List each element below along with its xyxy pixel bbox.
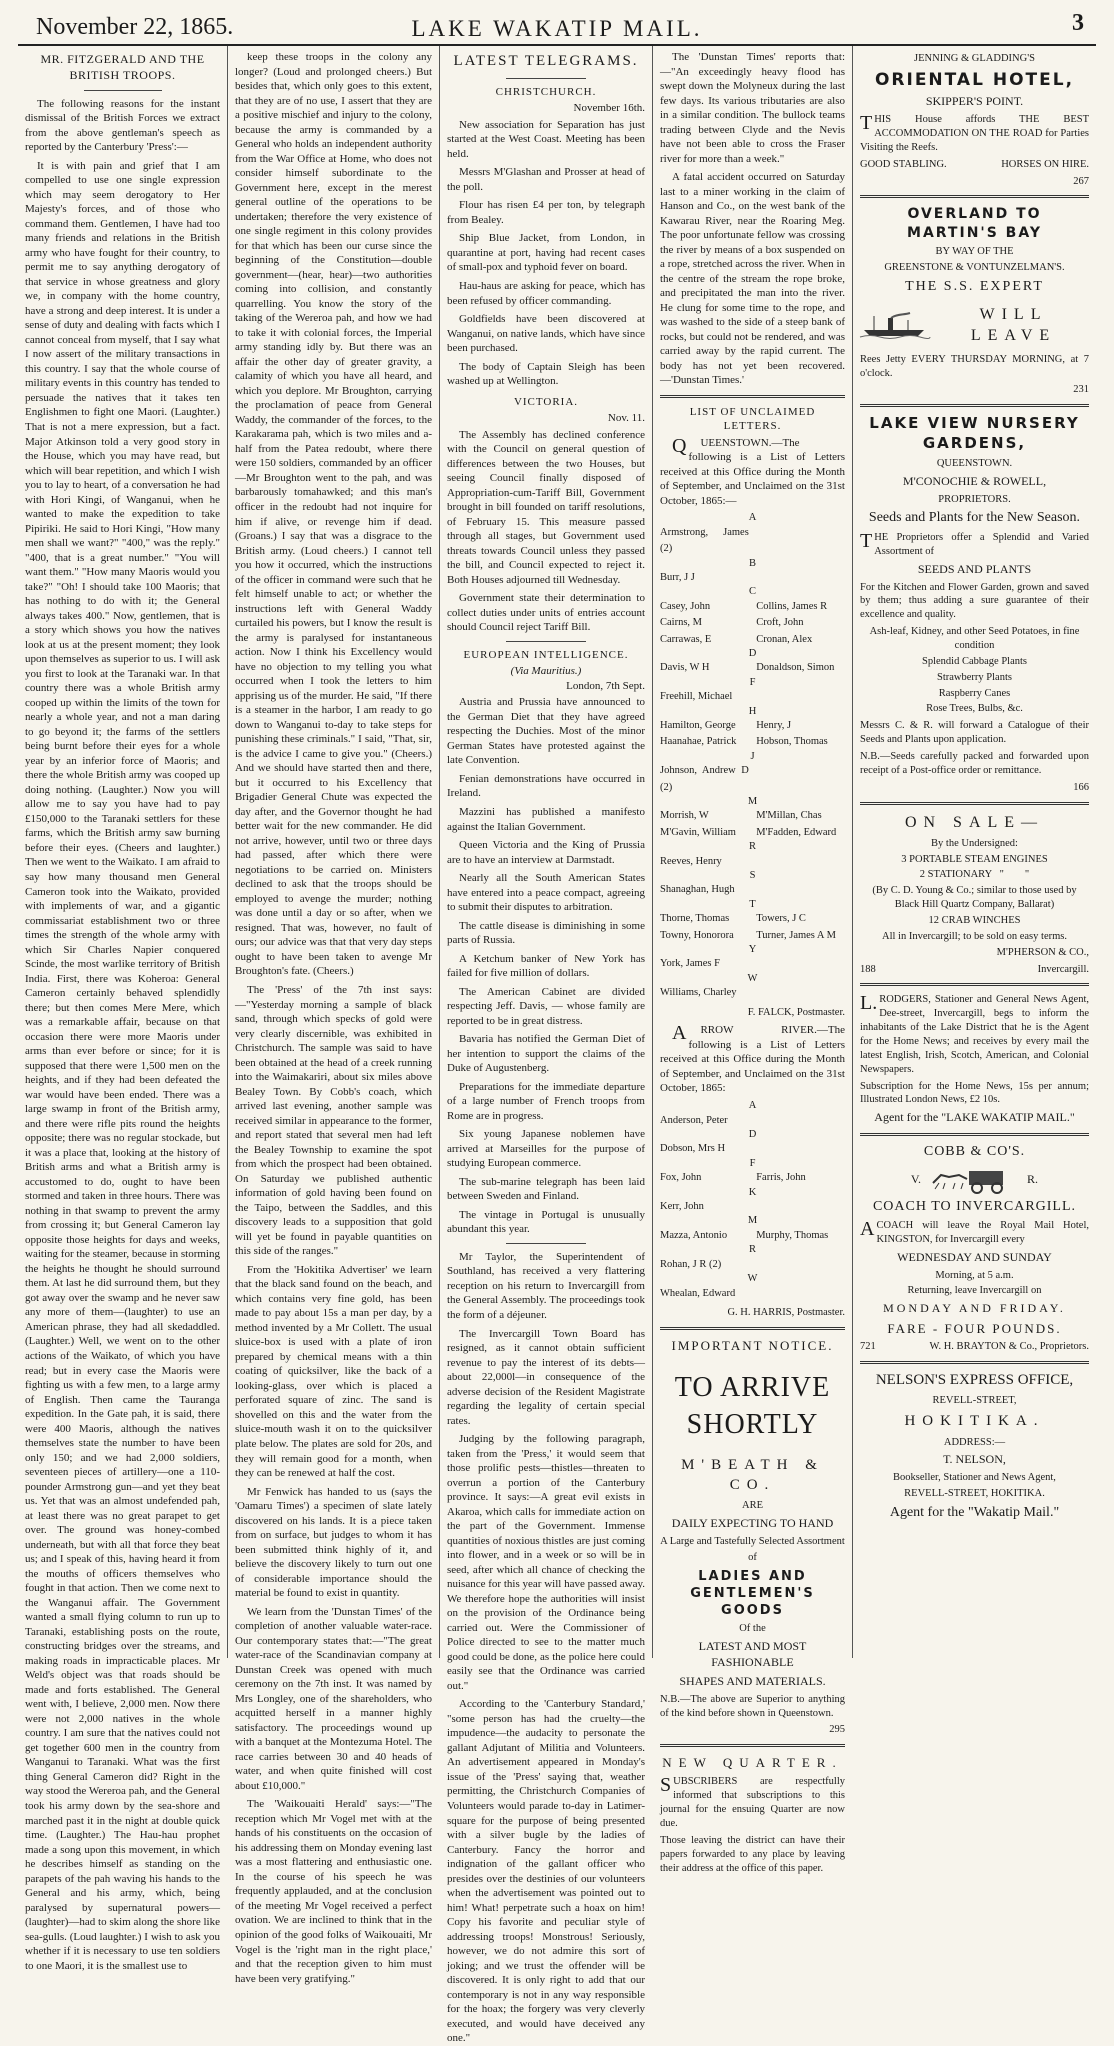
columns [18, 46, 1096, 2045]
article-paragraph: We learn from the 'Dunstan Times' of the completion of another valuable water-race. Our contemporary states that:—"The great water-race of the Scandinavian company at Dunstan Creek was opened with much ceremony on the 7th inst. It was named by Mrs Longley, one of the shareholders, who acquitted herself in a manner highly satisfactory. The proceedings wound up with a banquet at the Montezuma Hotel. The race carries between 30 and 40 heads of water, and when quite finished will cost about £10,000." [235, 1605, 432, 1792]
european-heading: EUROPEAN INTELLIGENCE. [463, 648, 629, 661]
addressee-name: Whealan, Edward [660, 1287, 736, 1299]
telegram-item: Flour has risen £4 per ton, by telegraph from Bealey. [447, 199, 645, 226]
letter-row [660, 1113, 845, 1129]
letter-index: R [748, 840, 756, 852]
telegram-item: Messrs M'Glashan and Prosser at head of the poll. [447, 166, 645, 193]
divider [660, 1327, 845, 1330]
nursery-title: LAKE VIEW NURSERY GARDENS, [869, 414, 1080, 453]
ad-line: DAILY EXPECTING TO HAND [671, 1516, 834, 1531]
ad-text: Subscription for the Home News, 15s per annum; Illustrated London News, £2 10s. [860, 1080, 1089, 1106]
article-paragraph: Mr Fenwick has handed to us (says the 'Oamaru Times') a specimen of slate lately discovered on his lands. It is a piece taken from on surface, but judges to whom it has been submitted think highly of it, and believe the discovery likely to turn out one of considerable importance should the material be found to exist in quantity. [235, 1485, 432, 1600]
letter-index: D [748, 647, 757, 659]
addressee-name: Rohan, J R (2) [660, 1258, 722, 1270]
rodgers-advert [860, 993, 1089, 1126]
letter-index: W [747, 1273, 758, 1285]
queenstown-letters-list [660, 512, 845, 1001]
coach-row [860, 1165, 1089, 1195]
divider [860, 1133, 1089, 1136]
ad-number: 166 [1073, 781, 1089, 793]
hotel-place: SKIPPER'S POINT. [925, 94, 1024, 109]
will-leave-text: WILL LEAVE [970, 305, 1057, 344]
ad-text: Messrs C. & R. will forward a Catalogue of their Seeds and Plants upon application. [860, 720, 1089, 746]
addressee-name: Donaldson, Simon [756, 662, 835, 674]
nursery-item: Raspberry Canes [938, 687, 1011, 699]
ad-line: A Large and Tastefully Selected Assortment [660, 1536, 845, 1548]
addressee-name: Fox, John [660, 1172, 702, 1184]
letter-row [660, 632, 845, 648]
column-3 [440, 46, 653, 2045]
letter-index: H [748, 705, 757, 717]
news-item: Queen Victoria and the King of Prussia are to have an interview at Darmstadt. [447, 839, 645, 866]
divider [84, 90, 162, 91]
cobb-title: COBB & CO'S. [923, 1144, 1026, 1160]
addressee-name [756, 882, 845, 898]
local-item: The Invercargill Town Board has resigned, as it cannot obtain sufficient revenue to pay the interest of its debts—about 22,000l—in consequence of the adverse decision of the Resident Magistrate regarding the legality of certain special rates. [447, 1327, 645, 1427]
coach-route: COACH TO INVERCARGILL. [872, 1198, 1077, 1214]
ship-name: THE S.S. EXPERT [905, 279, 1044, 295]
column-1 [18, 46, 228, 1972]
telegram-item: Government state their determination to collect duties under units of entries account should Council reject Tariff Bill. [447, 592, 645, 634]
telegram-item: Ship Blue Jacket, from London, in quarantine at port, having had recent cases of small-pox and typhoid fever on board. [447, 232, 645, 274]
letter-row [660, 1199, 845, 1215]
divider [860, 1361, 1089, 1364]
addressee-name: Freehill, Michael [660, 691, 733, 703]
addressee-name [756, 763, 845, 796]
addressee-name: Williams, Charley [660, 987, 737, 999]
letter-index: F [749, 676, 756, 688]
nursery-item: Rose Trees, Bulbs, &c. [926, 703, 1023, 715]
issue-date: November 22, 1865. [36, 14, 234, 40]
ad-text: THE Proprietors offer a Splendid and Varied Assortment of [860, 529, 1089, 557]
article-heading-fitzgerald: MR. FITZGERALD AND THE BRITISH TROOPS. [40, 52, 205, 82]
article-paragraph: The 'Waikouaiti Herald' says:—"The reception which Mr Vogel met with at the hands of his constituents on the occasion of his addressing them on Monday evening last was a most flattering and enthusiastic one. In the course of his speech he was frequently applauded, and at the conclusion of the meeting Mr Vogel received a perfect ovation. We are inclined to think that in the opinion of the good folks of Waikouaiti, Mr Vogel is the 'right man in the right place,' and that the reception given to him must have been very gratifying." [235, 1798, 432, 1985]
quarter-text: SUBSCRIBERS are respectfully informed that subscriptions to this journal for the ensuing Quarter are now due. [660, 1774, 845, 1829]
addressee-name [756, 1199, 845, 1215]
ad-number: 231 [1073, 384, 1089, 396]
ad-number: 188 [860, 963, 876, 975]
article-paragraph: The following reasons for the instant dismissal of the British Forces we extract from the above gentleman's speech as reported by the Canterbury 'Press':— [25, 97, 220, 154]
divider [860, 404, 1089, 407]
telegram-item: Goldfields have been discovered at Wanganui, on native lands, which have since been purchased. [447, 313, 645, 355]
addressee-name: Hamilton, George [660, 720, 736, 732]
firm-name: M'CONOCHIE & ROWELL, [902, 473, 1047, 488]
addressee-name: Armstrong, James (2) [660, 527, 749, 555]
news-item: Austria and Prussia have announced to the German Diet that they have agreed respecting the Duchies. Most of the minor German States have protested against the late Convention. [447, 696, 645, 767]
unclaimed-letters-heading: LIST OF UNCLAIMED LETTERS. [689, 405, 816, 433]
ad-line: Bookseller, Stationer and News Agent, [893, 1472, 1056, 1484]
steamship-icon [860, 312, 930, 338]
addressee-name: Morrish, W [660, 810, 709, 822]
ad-line: T. NELSON, [943, 1452, 1006, 1467]
addressee-name: M'Fadden, Edward [756, 826, 837, 838]
ad-line: SHAPES AND MATERIALS. [679, 1673, 826, 1688]
addressee-name: Henry, J [756, 720, 792, 732]
agent-line: Agent for the "LAKE WAKATIP MAIL." [874, 1110, 1075, 1125]
dateline: London, 7th Sept. [566, 679, 645, 692]
ad-line: QUEENSTOWN. [936, 457, 1013, 469]
ad-line: Returning, leave Invercargill on [907, 1285, 1042, 1297]
ad-line: PROPRIETORS. [938, 493, 1011, 505]
column-5 [853, 46, 1096, 1658]
divider [860, 802, 1089, 805]
new-quarter-notice [660, 1754, 845, 1875]
addressee-name [756, 525, 845, 558]
addressee-name [756, 1113, 845, 1129]
letter-row [660, 599, 845, 615]
news-item: The American Cabinet are divided respecting Jeff. Davis, — whose family are reported to be in great distress. [447, 985, 645, 1027]
addressee-name [756, 689, 845, 705]
ad-text: Rees Jetty EVERY THURSDAY MORNING, at 7 o'clock. [860, 353, 1089, 379]
addressee-name: Anderson, Peter [660, 1114, 728, 1126]
paper-title: LAKE WAKATIP MAIL. [411, 16, 703, 41]
addressee-name: Croft, John [756, 617, 804, 629]
letter-index: W [747, 972, 758, 984]
page-number: 3 [1072, 10, 1084, 36]
letter-row [660, 525, 845, 558]
local-item: Judging by the following paragraph, taken from the 'Press,' it would seem that those prolific pests—thistles—threaten to overrun a portion of the Canterbury province. It says:—A great evil exists in Akaroa, which calls for immediate action on the part of the Government. Immense quantities of noxious thistles are just coming into flower, and in a week or so will be in seed, after which all chance of checking the nuisance for this year will have passed away. We therefore hope the authorities will insist on the provision of the Ordinance being carried out. Were the Commissioner of Police directed to see to the matter much good could be done, as the police here could easily see that the Ordinance was carried out." [447, 1433, 645, 1692]
to-arrive-headline: TO ARRIVE SHORTLY [674, 1371, 831, 1440]
ad-line: ARE [742, 1500, 763, 1512]
ad-footer [860, 1340, 1089, 1354]
news-item: Six young Japanese noblemen have arrived at Marseilles for the purpose of studying European commerce. [447, 1128, 645, 1170]
addressee-name [756, 1141, 845, 1157]
local-item: According to the 'Canterbury Standard,' "some person has had the cruelty—the impudence—the audacity to personate the gallant Adjutant of Militia and Volunteers. An advertisement appeared in Monday's issue of the 'Press' saying that, weather permitting, the Christchurch Companies of Volunteers would parade to-day in Latimer-square for the purpose of being presented with a silver bugle by the ladies of Canterbury. Fancy the horror and indignation of the gallant officer who presides over the destinies of our volunteers when the advertisement was pointed out to him! What! perpetrate such a hoax on him! Copy his favorite and peculiar style of addressing troops! Monstrous! Seriously, however, we do not admire this sort of joking; and we trust the offender will be discovered. It is only right to add that our contemporary is not in any way responsible for the hoax; the forgery was very cleverly executed, and would have deceived any one." [447, 1698, 645, 2045]
ad-text: For the Kitchen and Flower Garden, grown and saved by them; thus adding a sure guarantee of their excellence and quality. [860, 581, 1089, 621]
letter-row [660, 956, 845, 972]
letter-index: S [749, 869, 756, 881]
ad-line: 12 CRAB WINCHES [928, 914, 1021, 926]
quarter-text: Those leaving the district can have their papers forwarded to any place by leaving their address at the office of this paper. [660, 1834, 845, 1874]
ad-line: SEEDS AND PLANTS [917, 561, 1032, 576]
ad-line: MONDAY AND FRIDAY. [883, 1301, 1066, 1316]
letter-index: J [750, 750, 755, 762]
addressee-name [756, 985, 845, 1001]
letter-index: K [748, 1186, 757, 1198]
divider [506, 641, 585, 642]
overland-title: OVERLAND TO MARTIN'S BAY [907, 206, 1042, 241]
via-line: (Via Mauritius.) [510, 665, 582, 678]
letter-index: R [748, 1244, 756, 1256]
column-4 [653, 46, 853, 1874]
goods-line: LADIES AND GENTLEMEN'S GOODS [690, 1568, 815, 1619]
letter-index: M [747, 795, 758, 807]
addressee-name: Cronan, Alex [756, 633, 813, 645]
article-paragraph: It is with pain and grief that I am compelled to use one single expression which may seem derogatory to Her Majesty's forces, and of those who command them. Gentlemen, I have had too many friends and relations in the British army who have fought for their country, to permit me to say anything derogatory of that service in whose greatness and glory we, in company with the home country, have a strong and deep interest. It is under a sense of duty and dealing with facts which I cannot conceal from myself, that I say what I now assert of the military transactions in this country. I say that the whole course of military events in this country has tended to persuade the natives that it takes ten Englishmen to fight one Maori. (Laughter.) That is not a mere expression, but a fact. Major Atkinson told a very good story in the House, which you may have read, but which will bear repetition, and which I wish you to lay to heart, of a conversation he had with Hori Kingi, of Wanganui, when he wanted to make the expedition to take Pipiriki. He said to Hori Kingi, "How many men shall we want?" "400," was the reply." "400, that is a great number." "You will want them." "How many Maoris would you take?" "Oh! I should take 100 Maoris; that has nothing to do with it; the General always takes 400." Now, gentlemen, that is a story which shows you how the natives look at us at the present moment; they look upon themselves as superior to us. I will ask you first to look at the Taranaki war. In that country there was a whole British army cooped up within the limits of the town for nearly a whole year, and not a man daring to go beyond it; the farms of the settlers being burnt before their eyes for a whole year by an inferior force of Maoris; and there the whole British army was cooped up doing nothing. (Laughter.) Now you will allow me to say you have had to pay £150,000 to the Taranaki settlers for these farms, which the British army saw burning before their eyes. (Cheers and laughter.) Then we went to the Waikato. I am afraid to say how many thousand men General Cameron took into the Waikato, provided with implements of war, and a gigantic commissariat establishment two or three times the strength of the whole army with which Sir Charles Napier conquered Scinde, the most warlike territory of British India. First, there was Koheroa: General Cameron certainly behaved splendidly there; but then comes Mere Mere, which was a remarkable affair, because on that occasion there were more Maoris under arms than ever before or since; for it is supposed that there were 1,500 men on the heights, and if they had been defeated the war would have been ended. There was a large swamp in front of the British army, and there were rifle pits round the heights opposite; there was no regular stockade, but it was a place that, looking at the history of British arms and what a British army is accustomed to do, ought to have been stormed and taken in three hours. There was nothing in that swamp to prevent the army from crossing it; but General Cameron lay opposite those heights for days and weeks, waiting for the steamer, because in storming the heights he thought he should surround them. At last he did surround them, but they got away over the swamp and he never saw any more of them—(laughter) to use an American phrase, they had all skedaddled. (Laughter.) Well, we went on to the other actions of the Waikato, of which you have read; but in every case the Maoris were fighting us with a few men, to a large army of English. Then came the Tauranga expedition. In the Gate pah, it is said, there were 400 Maoris, although the natives themselves state the number to have been only 150; and we had 2,000 soldiers, seventeen pieces of artillery—one a 110-pounder Armstrong gun—and yet they beat us. Yet that was an almost undefended pah, at least there was no great parapet to get over. The ground was honey-combed underneath, but with all that force they beat us; and I speak of this, having heard it from the mouths of officers themselves who fought in that action. Then we come next to the Wanganui affair. The Government wanted a small flying column to run up to Taranaki, establishing posts on the route, constructing bridges over the streams, and making roads in impracticable places. Mr Weld's object was that roads should be made and forts established. The General went with, I believe, 2,000 men. Now there were not 2,000 natives in the whole country. I am sure that the natives could not get together 600 men in the country from Wanganui to Taranaki. What was the first thing General Cameron did? Right in the way stood the Wereroa pah, and the General took his army down by the sea-shore and marched past it in the night at double quick time. (Laughter.) The Hau-hau prophet made a song upon this movement, in which he describes himself as standing on the parapets of the pah waving his hands to the General and his army, which, being paralysed by supernatural powers—(laughter)—had to skim along the shore like sea-gulls. (Loud laughter.) I wish to ask you whether if it is necessary to use ten soldiers to one Maori, it is the smallest use to [25, 159, 220, 1972]
addressee-name: Shanaghan, Hugh [660, 884, 735, 896]
letter-row [660, 1170, 845, 1186]
postmaster-signature: G. H. HARRIS, Postmaster. [727, 1306, 845, 1318]
divider [506, 78, 585, 79]
ad-line: 2 STATIONARY " " [919, 869, 1030, 881]
dateline: Nov. 11. [607, 412, 645, 425]
divider [860, 195, 1089, 198]
addressee-name: Turner, James A M [756, 929, 836, 941]
divider [660, 395, 845, 398]
letter-row [660, 825, 845, 841]
arrow-river-intro: ARROW RIVER.—The following is a List of Letters received at this Office during the Month of September, and Unclaimed on the 31st October, 1865: [660, 1022, 845, 1095]
ad-text: N.B.—Seeds carefully packed and forwarded upon receipt of a Post-office order or remittance. [860, 750, 1089, 776]
ad-line: of [748, 1552, 757, 1564]
mbeath-advert [660, 1337, 845, 1737]
hotel-text: THIS House affords THE BEST ACCOMMODATION ON THE ROAD for Parties Visiting the Reefs. [860, 112, 1089, 153]
telegram-item: The body of Captain Sleigh has been washed up at Wellington. [447, 360, 645, 388]
victoria-heading: VICTORIA. [513, 395, 579, 408]
seeds-headline: Seeds and Plants for the New Season. [868, 510, 1081, 526]
ad-line: Morning, at 5 a.m. [935, 1269, 1014, 1281]
addressee-name: Dobson, Mrs H [660, 1143, 726, 1155]
letter-index: A [748, 1099, 757, 1111]
letter-row [660, 882, 845, 898]
news-item: Mazzini has published a manifesto against the Italian Government. [447, 806, 645, 833]
letter-row [660, 1257, 845, 1273]
agent-line: Agent for the "Wakatip Mail." [889, 1504, 1060, 1520]
letter-row [660, 1228, 845, 1244]
ad-line: REVELL-STREET, HOKITIKA. [904, 1488, 1045, 1500]
ad-town: Invercargill. [1037, 963, 1089, 975]
letter-index: D [748, 1128, 757, 1140]
addressee-name: Cairns, M [660, 617, 702, 629]
telegrams-heading: LATEST TELEGRAMS. [453, 53, 639, 69]
addressee-name: Burr, J J [660, 572, 695, 584]
ad-note: N.B.—The above are Superior to anything of the kind before shown in Queenstown. [660, 1693, 845, 1719]
addressee-name: Davis, W H [660, 662, 710, 674]
ad-line: ADDRESS:— [943, 1436, 1006, 1448]
ad-line: All in Invercargill; to be sold on easy terms. [882, 930, 1067, 942]
hotel-name: ORIENTAL HOTEL, [874, 69, 1075, 90]
letter-row [660, 615, 845, 631]
addressee-name: Carrawas, E [660, 633, 712, 645]
addressee-name: Murphy, Thomas [756, 1229, 829, 1241]
letter-row [660, 763, 845, 796]
addressee-name: Hobson, Thomas [756, 736, 828, 748]
ad-line: Of the [739, 1623, 766, 1635]
letter-row [660, 808, 845, 824]
ad-line: WEDNESDAY AND SUNDAY [897, 1249, 1052, 1264]
addressee-name: Casey, John [660, 601, 711, 613]
letter-index: T [749, 898, 756, 910]
new-quarter-heading: NEW QUARTER. [662, 1755, 843, 1771]
ad-line: LATEST AND MOST FASHIONABLE [698, 1639, 807, 1670]
ad-line: GREENSTONE & VONTUNZELMAN'S. [884, 262, 1065, 274]
letter-row [660, 854, 845, 870]
letter-row [660, 660, 845, 676]
news-item: Preparations for the immediate departure of a large number of French troops from Rome are in progress. [447, 1080, 645, 1122]
firm-name: M'BEATH & CO. [681, 1456, 824, 1493]
article-paragraph: keep these troops in the colony any longer? (Loud and prolonged cheers.) But besides that, which only goes to this extent, that they are of no use, I assert that they are a positive mischief and injury to the colony, because the army is commanded by a General who holds an independent authority from the War Office at Home, who does not consider himself subordinate to the Government here, except in the merest general outline of the operations to be undertaken; therefore the very existence of one single regiment in this colony provides for that which has been our curse since the beginning of the Constitution—double government—(hear, hear)—two authorities coming into collision, and constantly quarrelling. You know the story of the taking of the Wereroa pah, and how we had to take it with colonial forces, the Imperial army standing idly by. But there was an affair the other day of greater gravity, a calamity of which you have all heard, and which you deplore. Mr Broughton, carrying the proclamation of peace from General Waddy, the commander of the forces, to the Karakarama pah, which is two miles and a-half from the Patea redoubt, where there were 150 soldiers, commanded by an officer—Mr Broughton went to the pah, and was barbarously tomahawked; and this man's officer in the redoubt had not inquire for him if alive, or revenge him if dead. (Groans.) I say that was a disgrace to the British army. (Loud cheers.) I cannot tell you how it occurred, which the instructions of the officer in command were such that he felt himself unable to act; or whether the instructions left with General Waddy curtailed his powers, but I know the result is the army is paralysed for instantaneous action. Now I think his Excellency would have no objection to my telling you what occurred when I took the letters to him apprising us of the murder. He said, "If there is a steamer in the harbor, I am ready to go down to Wanganui to-day to take steps for punishing these criminals." I said, "That, sir, is the advice I came to give you." (Cheers.) And we should have started then and there, but it occurred to his Excellency that Brigadier General Chute was expected the day after, and the Governor thought he had better wait for the new commander. He did not arrive, however, until two or three days had passed, after which there were negotiations to be carried on. Ministers declined to ask that the troops should be employed to avenge the murder; nothing was done until a day or so after, when we resigned. That was, however, no fault of ours; our advice was that that very day steps ought to have been taken to avenge Mr Broughton's fate. (Cheers.) [235, 51, 432, 978]
letter-row [660, 928, 845, 944]
vr-letter: R. [1027, 1171, 1039, 1186]
article-paragraph: The 'Press' of the 7th inst says:—"Yesterday morning a sample of black sand, through which specks of gold were very clearly discernible, was exhibited in Christchurch. The sample was said to have been obtained at the head of a creek running into the Waimakariri, about six miles above Bealey Town. By Cobb's coach, which arrived last evening, another sample was received similar in appearance to the former, and report stated that several men had left the Bealey Township to examine the spot from which the prospect had been obtained. On Saturday we published authentic information of gold having been found on the Taipo, between the Saddles, and this discovery leads to a supposition that gold will yet be found in payable quantities on this side of the ranges." [235, 984, 432, 1258]
letter-index: Y [748, 943, 757, 955]
on-sale-advert [860, 812, 1089, 977]
news-item: The 'Dunstan Times' reports that:—"An exceedingly heavy flood has swept down the Molyneux during the last few days. Its various tributaries are also in a similar condition. The bullock teams trading between Clyde and the Nevis have not been able to cross the Fraser river for more than a week." [660, 51, 845, 165]
hotel-services [860, 158, 1089, 172]
letter-index: C [748, 586, 756, 598]
cobb-coach-advert [860, 1143, 1089, 1354]
addressee-name: Mazza, Antonio [660, 1229, 728, 1241]
column-2 [228, 46, 440, 1985]
ship-row [860, 300, 1089, 350]
divider [506, 1243, 585, 1244]
ad-number: 721 [860, 1341, 876, 1353]
addressee-name: M'Gavin, William [660, 826, 736, 838]
horses-text: HORSES ON HIRE. [1001, 158, 1089, 170]
christchurch-heading: CHRISTCHURCH. [495, 85, 597, 98]
addressee-name: Thorne, Thomas [660, 913, 730, 925]
overland-advert [860, 205, 1089, 397]
ad-line: (By C. D. Young & Co.; similar to those used by Black Hill Quartz Company, Ballarat) [872, 885, 1077, 911]
dateline: November 16th. [573, 102, 645, 115]
masthead [18, 10, 1096, 46]
ad-number: 267 [1073, 175, 1089, 187]
letter-index: M [747, 1215, 758, 1227]
letter-index: B [748, 557, 756, 569]
nursery-item: Splendid Cabbage Plants [922, 655, 1027, 667]
letter-row [660, 718, 845, 734]
news-item: A Ketchum banker of New York has failed for five million of dollars. [447, 952, 645, 980]
oriental-hotel-advert [860, 52, 1089, 188]
letter-row [660, 985, 845, 1001]
letter-row [660, 1141, 845, 1157]
local-item: Mr Taylor, the Superintendent of Southland, has received a very flattering reception on his return to Invercargill from the General Assembly. The proceedings took the form of a déjeuner. [447, 1250, 645, 1321]
letter-index: F [749, 1157, 756, 1169]
news-item: Nearly all the South American States have entered into a peace compact, agreeing to submit their disputes to arbitration. [447, 872, 645, 914]
letter-index: A [748, 512, 757, 524]
news-item: A fatal accident occurred on Saturday last to a miner working in the claim of Hanson and Co., on the west bank of the Kawarau River, near the Roaring Meg. The poor unfortunate fellow was crossing the river by means of a box suspended on a rope, stretched across the river. When in the centre of the stream the rope broke, and precipitated the man into the river. He clung for some time to the rope, and was washed to the side of a steep bank of rocks, but could not be rendered, and was carried away by the rapid current. The body has not yet been recovered.—'Dunstan Times.' [660, 171, 845, 387]
firm-name: M'PHERSON & CO., [996, 946, 1089, 958]
letter-row [660, 570, 845, 586]
divider [860, 983, 1089, 986]
addressee-name [756, 570, 845, 586]
addressee-name: Johnson, Andrew D (2) [660, 765, 749, 793]
news-item: The sub-marine telegraph has been laid between Sweden and Finland. [447, 1175, 645, 1203]
addressee-name: Kerr, John [660, 1201, 704, 1213]
news-item: Bavaria has notified the German Diet of her intention to support the claims of the Duke of Augustenberg. [447, 1033, 645, 1075]
addressee-name: M'Millan, Chas [756, 810, 822, 822]
ad-footer [860, 963, 1089, 977]
hotel-owners: JENNING & GLADDING'S [914, 53, 1035, 64]
addressee-name: Towers, J C [756, 913, 806, 925]
addressee-name: Farris, John [756, 1172, 806, 1184]
addressee-name: Reeves, Henry [660, 855, 722, 867]
news-item: The vintage in Portugal is unusually abundant this year. [447, 1208, 645, 1236]
ad-text: ACOACH will leave the Royal Mail Hotel, KINGSTON, for Invercargill every [860, 1218, 1089, 1245]
vr-letter: V. [910, 1171, 922, 1186]
letter-row [660, 911, 845, 927]
telegram-item: New association for Separation has just started at the West Coast. Meeting has been held. [447, 118, 645, 160]
nursery-item: Ash-leaf, Kidney, and other Seed Potatoes, in fine condition [869, 626, 1080, 651]
letter-row [660, 734, 845, 750]
postmaster-signature: F. FALCK, Postmaster. [747, 1006, 845, 1018]
nelson-express-advert [860, 1371, 1089, 1522]
nursery-advert [860, 414, 1089, 794]
proprietors: W. H. BRAYTON & Co., Proprietors. [929, 1341, 1089, 1353]
arrow-river-letters-list [660, 1100, 845, 1302]
addressee-name: Towny, Honorora [660, 929, 734, 941]
ad-line: 3 PORTABLE STEAM ENGINES [901, 853, 1048, 865]
addressee-name [756, 854, 845, 870]
ad-line: REVELL-STREET, [932, 1394, 1017, 1406]
addressee-name: Collins, James R [756, 601, 828, 613]
nelson-title: NELSON'S EXPRESS OFFICE, [875, 1372, 1074, 1389]
letter-row [660, 1286, 845, 1302]
news-item: Fenian demonstrations have occurred in Ireland. [447, 772, 645, 800]
fare-line: FARE - FOUR POUNDS. [887, 1321, 1062, 1337]
addressee-name: Haanahae, Patrick [660, 736, 737, 748]
telegram-item: Hau-haus are asking for peace, which has been refused by officer commanding. [447, 279, 645, 307]
stabling-text: GOOD STABLING. [860, 158, 947, 170]
telegram-item: The Assembly has declined conference with the Council on general question of differences between the two Houses, but seeing Council finally disposed of Appropriation-cum-Tariff Bill, Government brought in bill founded on tariff resolutions, of February 15. This measure passed through all stages, but Government used threats towards Council unless they passed the bill, and Council expected to reject it. Both Houses adjourned till Wednesday. [447, 428, 645, 586]
queenstown-intro: QUEENSTOWN.—The following is a List of Letters received at this Office during the Month of September, and Unclaimed on the 31st October, 1865:— [660, 434, 845, 507]
notice-heading: IMPORTANT NOTICE. [671, 1337, 834, 1353]
divider [660, 1744, 845, 1747]
on-sale-title: ON SALE— [904, 813, 1045, 831]
ad-text: L.RODGERS, Stationer and General News Agent, Dee-street, Invercargill, begs to inform the inhabitants of the Lake District that he is the Agent for the Home News; and receives by every mail the latest English, Irish, Scotch, American, and Colonial Newspapers. [860, 992, 1089, 1075]
ad-line: By the Undersigned: [931, 837, 1018, 849]
nursery-item: Strawberry Plants [937, 671, 1012, 683]
ad-line: BY WAY OF THE [935, 246, 1014, 258]
addressee-name [756, 1286, 845, 1302]
town-name: HOKITIKA. [904, 1412, 1045, 1429]
ad-number: 295 [829, 1724, 845, 1736]
letter-row [660, 689, 845, 705]
news-item: The cattle disease is diminishing in some parts of Russia. [447, 919, 645, 947]
addressee-name [756, 956, 845, 972]
article-paragraph: From the 'Hokitika Advertiser' we learn that the black sand found on the beach, and which contains very fine gold, has been made to pay about 15s a man per day, by a method invented by a Mr Collett. The usual sluice-box is used with a plate of iron prepared by chemical means with a thin coating of quicksilver, like the back of a looking-glass, over which is placed a perforated square of zinc. The sand is shovelled on this and the water from the sluice-mouth wash it on to the quicksilver plate below. The plates are sold for 20s, and they will remain good for a month, when they can be renewed at half the cost. [235, 1263, 432, 1480]
coach-icon [929, 1165, 1019, 1195]
addressee-name [756, 1257, 845, 1273]
addressee-name: York, James F [660, 958, 720, 970]
